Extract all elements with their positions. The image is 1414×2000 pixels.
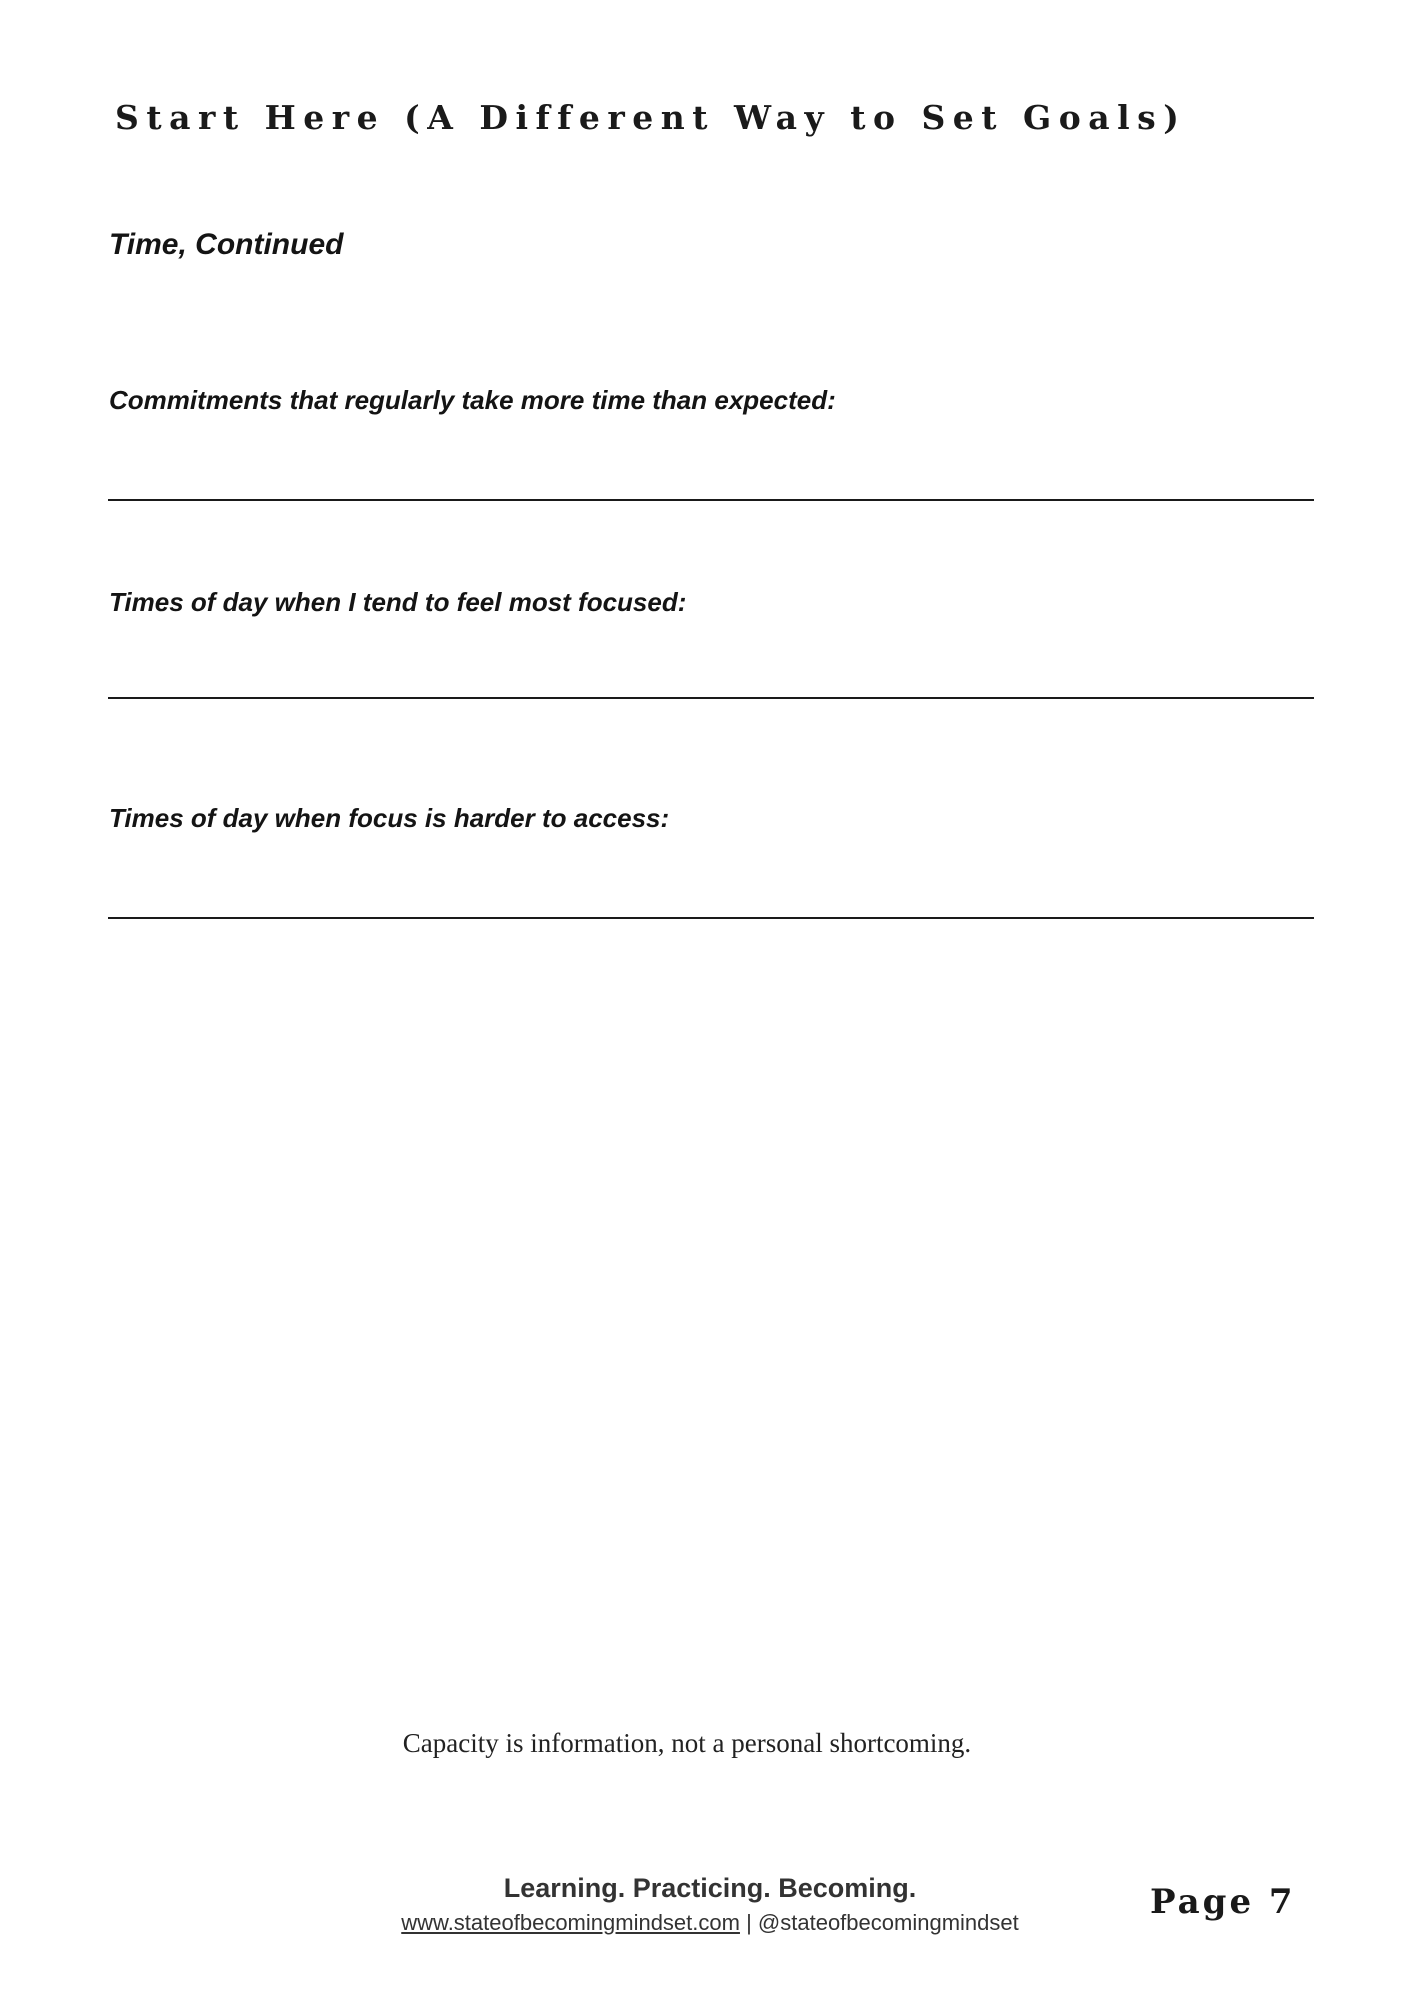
footer-links <box>310 1906 1110 1940</box>
footer-separator: | <box>746 1910 752 1935</box>
answer-line-commitments[interactable] <box>108 499 1314 501</box>
footer-tagline: Learning. Practicing. Becoming. <box>503 1873 917 1903</box>
section-heading: Time, Continued <box>109 228 344 261</box>
page-number: Page 7 <box>1150 1882 1296 1922</box>
page-title: Start Here (A Different Way to Set Goals) <box>115 98 1187 137</box>
social-handle: @stateofbecomingmindset <box>757 1910 1019 1935</box>
prompt-label-focused-times: Times of day when I tend to feel most focused: <box>109 587 687 617</box>
website-link[interactable]: www.stateofbecomingmindset.com <box>401 1910 740 1935</box>
answer-line-focused-times[interactable] <box>108 697 1314 699</box>
prompt-label-commitments: Commitments that regularly take more time than expected: <box>109 385 836 415</box>
footer <box>310 1870 1110 1940</box>
answer-line-harder-focus-times[interactable] <box>108 917 1314 919</box>
prompt-label-harder-focus-times: Times of day when focus is harder to access: <box>109 803 670 833</box>
quote-text: Capacity is information, not a personal shortcoming. <box>402 1728 972 1758</box>
